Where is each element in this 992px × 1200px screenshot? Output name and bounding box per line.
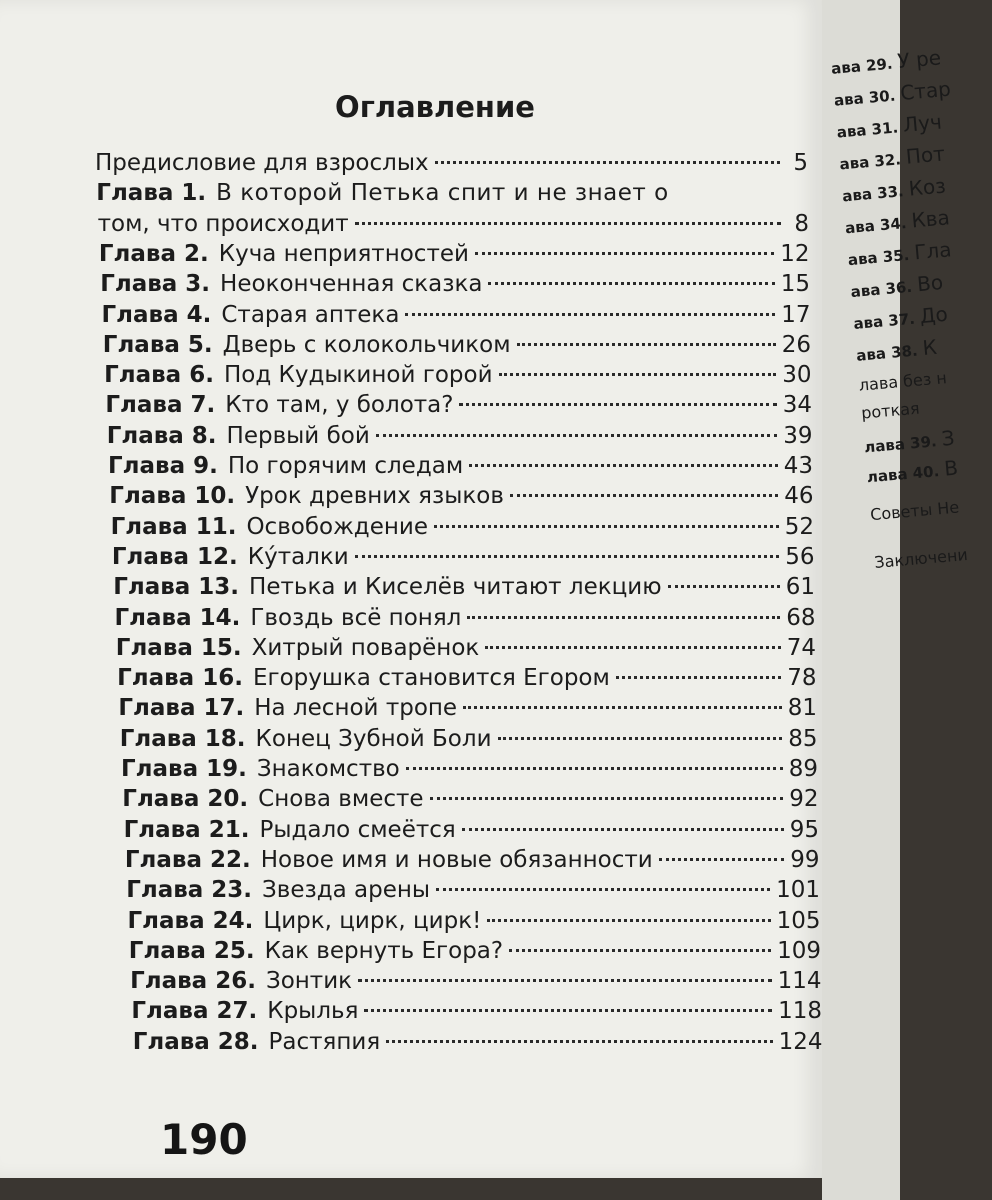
chapter-title: Звезда арены <box>262 877 431 904</box>
page-ref: 8 <box>794 210 809 237</box>
chapter-label: Глава 6. <box>104 362 214 389</box>
chapter-label: ава 29. <box>830 54 899 78</box>
dot-leader <box>430 797 784 800</box>
chapter-title: Дверь с колокольчиком <box>222 331 511 358</box>
toc-entry <box>122 786 818 816</box>
page-ref: 34 <box>782 392 812 419</box>
page-ref: 99 <box>790 846 820 873</box>
page-ref: 68 <box>786 604 816 631</box>
chapter-label: Глава 1. <box>96 180 207 207</box>
chapter-label: ава 33. <box>841 181 910 206</box>
chapter-title: лава без н <box>858 368 948 395</box>
chapter-title: Урок древних языков <box>245 483 504 510</box>
page-ref: 39 <box>783 422 813 449</box>
dot-leader <box>436 888 770 891</box>
chapter-title: Коз <box>907 173 947 201</box>
right-page-entry <box>863 426 955 458</box>
right-page-entry <box>847 237 953 270</box>
chapter-label: Глава 23. <box>126 877 253 904</box>
right-page-entry <box>852 302 948 334</box>
chapter-title: Освобождение <box>246 513 428 540</box>
toc-entry <box>109 483 813 513</box>
page-ref: 95 <box>789 816 819 843</box>
toc-entry <box>118 695 817 725</box>
chapter-title: Куча неприятностей <box>218 240 469 267</box>
toc-entry <box>111 514 814 544</box>
chapter-label: Глава 14. <box>114 604 241 631</box>
chapter-title: Пот <box>904 141 946 169</box>
toc-entry <box>113 574 815 604</box>
page-ref: 26 <box>781 331 811 358</box>
page-ref: 5 <box>793 150 808 176</box>
right-page-entry <box>869 498 959 525</box>
chapter-label: Глава 16. <box>117 665 243 692</box>
chapter-label: Глава 22. <box>124 846 251 873</box>
toc-entry <box>112 544 815 574</box>
chapter-label: Глава 3. <box>100 271 211 298</box>
chapter-title: До <box>918 301 949 329</box>
toc-entry <box>102 302 811 332</box>
right-page-entry <box>836 110 943 143</box>
toc-entry <box>128 908 821 938</box>
chapter-label: Глава 20. <box>122 786 249 813</box>
toc-entry <box>100 271 810 301</box>
chapter-title: З <box>940 425 956 451</box>
page-ref: 89 <box>788 756 818 782</box>
dot-leader <box>487 919 770 922</box>
toc-entry <box>95 150 808 180</box>
page-ref: 56 <box>785 543 815 570</box>
chapter-label: Глава 13. <box>113 574 240 601</box>
page-ref: 12 <box>780 240 810 267</box>
page-title: Оглавление <box>335 90 535 124</box>
dot-leader <box>386 1040 772 1043</box>
dot-leader <box>499 373 777 376</box>
page-number: 190 <box>160 1115 248 1164</box>
chapter-label: лава 39. <box>863 431 943 457</box>
page-ref: 109 <box>777 937 821 964</box>
chapter-title: У ре <box>896 45 942 74</box>
toc-entry <box>98 211 809 241</box>
chapter-label: Глава 17. <box>118 695 245 722</box>
dot-leader <box>485 646 780 649</box>
right-page-entry <box>841 173 947 206</box>
entry-label: Предисловие для взрослых <box>95 150 429 176</box>
chapter-title: Гвоздь всё понял <box>250 604 462 631</box>
chapter-title: Знакомство <box>256 756 400 782</box>
toc-entry <box>120 726 818 756</box>
toc-entry-line <box>96 180 768 210</box>
chapter-title: Рыдало смеётся <box>259 816 456 843</box>
toc-entry <box>116 635 816 665</box>
dot-leader <box>405 313 775 316</box>
chapter-title: Старая аптека <box>221 301 400 328</box>
page-ref: 114 <box>777 968 822 995</box>
chapter-title: Кто там, у болота? <box>225 392 454 419</box>
dot-leader <box>475 252 774 255</box>
chapter-label: Глава 26. <box>130 968 256 995</box>
right-page-entry <box>844 205 951 238</box>
page-ref: 74 <box>786 634 816 661</box>
toc-entry <box>107 423 813 453</box>
page-ref: 61 <box>785 574 815 601</box>
page-ref: 85 <box>788 725 818 752</box>
right-page-entry <box>866 455 959 487</box>
chapter-label: Глава 8. <box>106 422 217 449</box>
dot-leader <box>358 979 772 982</box>
toc-entry <box>124 817 819 847</box>
chapter-title: роткая <box>860 398 921 423</box>
toc-entry <box>130 968 821 998</box>
chapter-title: Заключени <box>873 544 969 573</box>
chapter-title: Советы Не <box>869 497 960 525</box>
chapter-title-continuation: том, что происходит <box>97 210 349 237</box>
chapter-title: Растяпия <box>268 1028 381 1055</box>
dot-leader <box>459 403 776 406</box>
chapter-title: Снова вместе <box>258 786 424 813</box>
dot-leader <box>435 161 780 164</box>
toc-entry <box>129 938 821 968</box>
page-ref: 105 <box>776 907 821 934</box>
dot-leader <box>510 494 778 497</box>
chapter-label: ава 34. <box>844 213 913 238</box>
chapter-label: ава 32. <box>838 149 907 174</box>
chapter-label: ава 35. <box>847 245 916 270</box>
toc-entry <box>104 362 811 392</box>
toc-entry <box>133 1029 823 1059</box>
dot-leader <box>668 585 780 588</box>
page-ref: 92 <box>789 786 819 813</box>
chapter-label: ава 31. <box>836 117 905 142</box>
page-ref: 124 <box>778 1028 823 1055</box>
chapter-title: Луч <box>902 109 943 137</box>
dot-leader <box>406 767 783 770</box>
toc-entry <box>115 605 816 635</box>
chapter-title: Как вернуть Егора? <box>264 937 504 964</box>
chapter-label: Глава 19. <box>121 756 247 782</box>
chapter-title: В которой Петька спит и не знает о <box>216 180 669 207</box>
toc-entry <box>117 665 816 695</box>
chapter-title: Первый бой <box>226 422 370 449</box>
toc-entry <box>103 332 811 362</box>
chapter-label: ава 36. <box>849 277 919 302</box>
right-page-entry <box>838 141 945 174</box>
page-ref: 81 <box>787 695 817 722</box>
chapter-label: Глава 2. <box>98 240 209 267</box>
toc-entry <box>131 998 822 1028</box>
chapter-title: Ку́талки <box>247 543 349 570</box>
dot-leader <box>517 343 776 346</box>
right-page <box>822 0 969 1200</box>
chapter-label: Глава 11. <box>110 513 237 540</box>
dot-leader <box>364 1009 772 1012</box>
chapter-title: Новое имя и новые обязанности <box>260 846 653 873</box>
toc-entry <box>99 241 810 271</box>
chapter-title: Во <box>916 270 944 297</box>
chapter-title: В <box>943 455 959 481</box>
chapter-label: Глава 12. <box>111 543 238 570</box>
dot-leader <box>509 949 771 952</box>
dot-leader <box>434 525 779 528</box>
dot-leader <box>355 555 779 558</box>
dot-leader <box>376 434 777 437</box>
chapter-label: Глава 9. <box>108 453 218 479</box>
chapter-title: Гла <box>913 237 953 265</box>
page-ref: 15 <box>780 271 810 298</box>
dot-leader <box>463 706 782 709</box>
chapter-label: Глава 7. <box>105 392 216 419</box>
chapter-label: ава 37. <box>852 309 921 333</box>
dot-leader <box>462 828 784 831</box>
chapter-label: Глава 10. <box>109 483 236 510</box>
page-ref: 43 <box>783 453 813 479</box>
chapter-label: ава 30. <box>833 86 902 110</box>
page-ref: 17 <box>781 301 811 328</box>
dot-leader <box>498 737 783 740</box>
toc-entry <box>105 392 812 422</box>
chapter-label: ава 38. <box>855 341 924 365</box>
dot-leader <box>469 464 778 467</box>
chapter-label: Глава 21. <box>123 816 250 843</box>
right-page-entry <box>833 77 952 111</box>
dot-leader <box>616 676 781 679</box>
chapter-title: Зонтик <box>265 968 353 995</box>
toc-entry <box>125 847 820 877</box>
right-page-entry <box>855 335 938 366</box>
dot-leader <box>488 282 774 285</box>
chapter-title: К <box>921 334 938 360</box>
chapter-title: Петька и Киселёв читают лекцию <box>249 574 662 601</box>
chapter-title: На лесной тропе <box>254 695 458 722</box>
chapter-title: Стар <box>899 76 952 105</box>
chapter-title: Хитрый поварёнок <box>251 634 480 661</box>
page-ref: 52 <box>784 513 814 540</box>
chapter-label: Глава 25. <box>128 937 255 964</box>
chapter-title: Цирк, цирк, цирк! <box>263 907 482 934</box>
chapter-title: Егорушка становится Егором <box>252 665 610 692</box>
chapter-title: Конец Зубной Боли <box>255 725 492 752</box>
dot-leader <box>467 616 780 619</box>
chapter-label: Глава 27. <box>131 998 258 1025</box>
chapter-label: Глава 24. <box>127 907 254 934</box>
right-page-entry <box>850 270 944 302</box>
chapter-label: Глава 5. <box>102 331 213 358</box>
right-page-entry <box>861 399 921 423</box>
chapter-label: лава 40. <box>866 461 946 487</box>
toc-entry <box>126 877 820 907</box>
page-ref: 30 <box>782 362 812 389</box>
chapter-title: Под Кудыкиной горой <box>223 362 493 389</box>
page-ref: 46 <box>784 483 814 510</box>
right-page-entry <box>830 45 942 79</box>
chapter-title: Крылья <box>267 998 359 1025</box>
right-page-entry <box>858 368 947 395</box>
right-page-entry <box>874 545 969 572</box>
dot-leader <box>355 222 781 225</box>
chapter-label: Глава 4. <box>101 301 212 328</box>
chapter-title: Ква <box>910 205 951 233</box>
page-ref: 118 <box>778 998 822 1025</box>
toc-entry <box>121 756 818 786</box>
page-ref: 101 <box>776 877 820 904</box>
chapter-label: Глава 15. <box>115 634 242 661</box>
chapter-title: Неоконченная сказка <box>220 271 483 298</box>
chapter-label: Глава 18. <box>119 725 246 752</box>
chapter-title: По горячим следам <box>227 453 464 479</box>
chapter-label: Глава 28. <box>132 1028 259 1055</box>
toc-entry <box>108 453 813 483</box>
dot-leader <box>659 858 784 861</box>
page-ref: 78 <box>787 665 817 692</box>
